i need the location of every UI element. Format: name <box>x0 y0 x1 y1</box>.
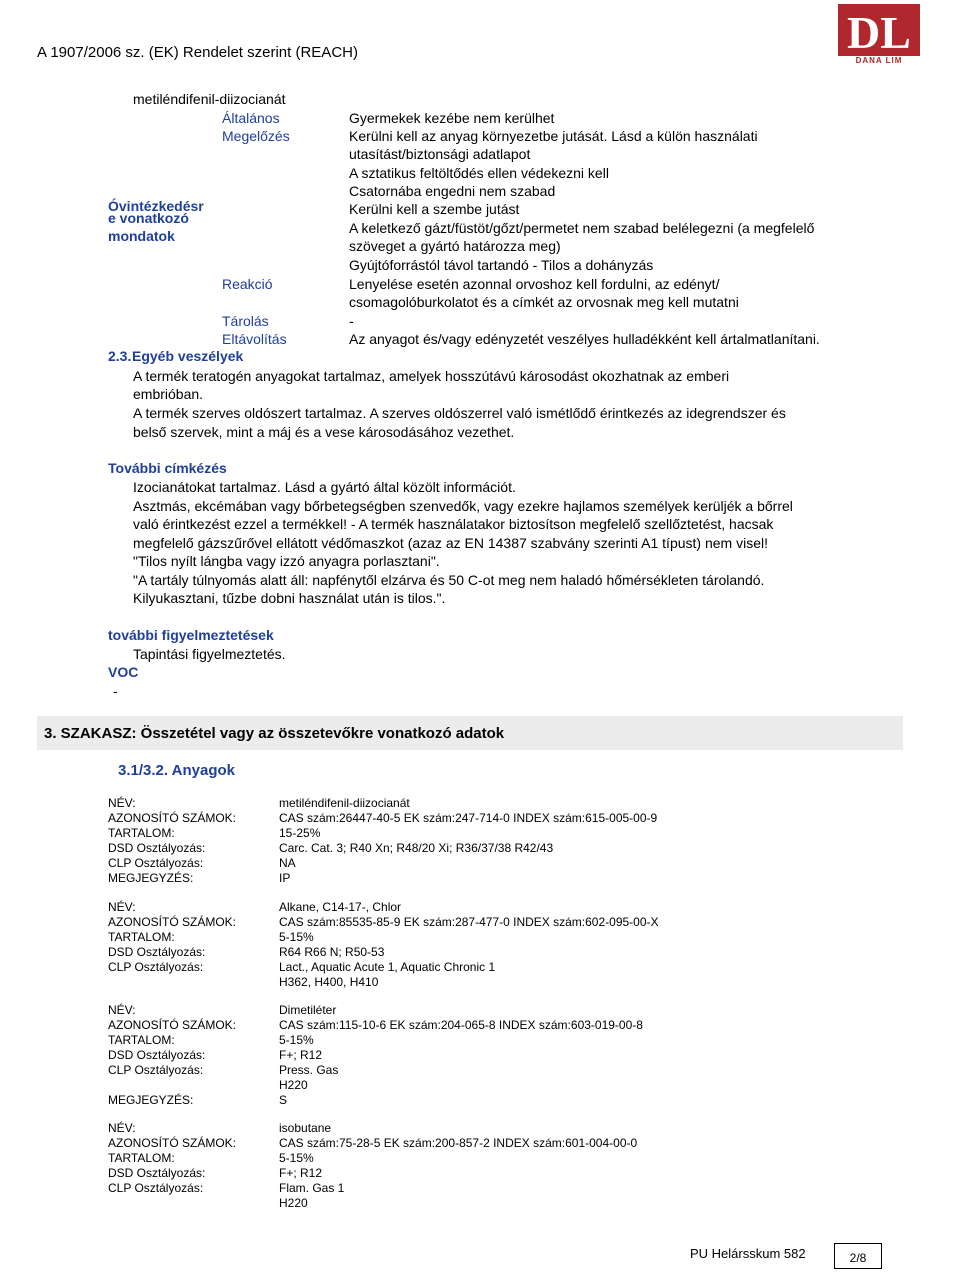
prevention-line: utasítást/biztonsági adatlapot <box>349 146 531 162</box>
reaction-line: csomagolóburkolatot és a címkét az orvosnak meg kell mutatni <box>349 294 739 310</box>
component-value: CAS szám:85535-85-9 EK szám:287-477-0 INDEX szám:602-095-00-X <box>279 915 659 929</box>
component-value: Flam. Gas 1 <box>279 1181 345 1195</box>
component-value: metiléndifenil-diizocianát <box>279 796 410 810</box>
precaution-group-label-2: e vonatkozó <box>108 210 189 226</box>
precaution-group-label-1: Óvintézkedésr <box>108 198 204 214</box>
component-value: Alkane, C14-17-, Chlor <box>279 900 402 914</box>
extra-labelling-line: Kilyukasztani, tűzbe dobni használat után is tilos.". <box>133 590 446 606</box>
extra-labelling-line: való érintkezést ezzel a termékkel! - A termék használatakor biztosítson megfelelő szellőztetést, hacsak <box>133 516 774 532</box>
general-text: Gyermekek kezébe nem kerülhet <box>349 110 555 126</box>
extra-labelling-line: Asztmás, ekcémában vagy bőrbetegségben szenvedők, vagy ezekre hajlamos személyek kerüljék a bőrrel <box>133 498 793 514</box>
component-value: Carc. Cat. 3; R40 Xn; R48/20 Xi; R36/37/38 R42/43 <box>279 841 554 855</box>
voc-text: - <box>113 683 118 699</box>
prevention-line: Kerülni kell az anyag környezetbe jutását. Lásd a külön használati <box>349 128 758 144</box>
prevention-line: A sztatikus feltöltődés ellen védekezni kell <box>349 165 609 181</box>
component-label: MEGJEGYZÉS: <box>108 871 194 885</box>
component-value: IP <box>279 871 291 885</box>
component-label: TARTALOM: <box>108 1151 175 1165</box>
logo-caption: DANA LIM <box>855 56 903 65</box>
component-label: NÉV: <box>108 1121 136 1135</box>
component-label: DSD Osztályozás: <box>108 945 206 959</box>
other-hazards-line: A termék szerves oldószert tartalmaz. A szerves oldószerrel való ismétlődő érintkezés az idegrendszer és <box>133 405 786 421</box>
prevention-line: A keletkező gázt/füstöt/gőzt/permetet nem szabad belélegezni (a megfelelő <box>349 220 815 236</box>
component-label: TARTALOM: <box>108 1033 175 1047</box>
component-value: 15-25% <box>279 826 321 840</box>
component-value: 5-15% <box>279 930 314 944</box>
other-hazards-line: belső szervek, mint a máj és a vese károsodásához vezethet. <box>133 424 515 440</box>
other-hazards-number: 2.3. <box>108 348 132 364</box>
component-value: H362, H400, H410 <box>279 975 379 989</box>
prevention-line: Kerülni kell a szembe jutást <box>349 201 520 217</box>
component-label: NÉV: <box>108 796 136 810</box>
reaction-line: Lenyelése esetén azonnal orvoshoz kell fordulni, az edényt/ <box>349 276 720 292</box>
reaction-label: Reakció <box>222 276 273 292</box>
component-label: DSD Osztályozás: <box>108 1166 206 1180</box>
disposal-text: Az anyagot és/vagy edényzetét veszélyes hulladékként kell ártalmatlanítani. <box>349 331 820 347</box>
component-label: NÉV: <box>108 900 136 914</box>
component-label: CLP Osztályozás: <box>108 856 204 870</box>
component-value: F+; R12 <box>279 1166 323 1180</box>
further-warnings-text: Tapintási figyelmeztetés. <box>133 646 286 662</box>
component-value: 5-15% <box>279 1033 314 1047</box>
component-value: H220 <box>279 1196 308 1210</box>
component-label: AZONOSÍTÓ SZÁMOK: <box>108 1018 237 1032</box>
component-value: NA <box>279 856 296 870</box>
extra-labelling-line: megfelelő gázszűrővel ellátott védőmaszkot (azaz az EN 14387 szabvány szerinti A1 típust) nem visel! <box>133 535 768 551</box>
component-label: NÉV: <box>108 1003 136 1017</box>
component-value: Dimetiléter <box>279 1003 337 1017</box>
voc-title: VOC <box>108 664 139 680</box>
document-header-title: A 1907/2006 sz. (EK) Rendelet szerint (REACH) <box>37 44 358 61</box>
component-label: CLP Osztályozás: <box>108 960 204 974</box>
further-warnings-title: további figyelmeztetések <box>108 627 274 643</box>
component-label: AZONOSÍTÓ SZÁMOK: <box>108 915 237 929</box>
prevention-label: Megelőzés <box>222 128 290 144</box>
component-value: Lact., Aquatic Acute 1, Aquatic Chronic 1 <box>279 960 496 974</box>
prevention-line: szöveget a gyártó határozza meg) <box>349 238 561 254</box>
component-value: R64 R66 N; R50-53 <box>279 945 385 959</box>
other-hazards-line: embrióban. <box>133 386 204 402</box>
component-label: TARTALOM: <box>108 826 175 840</box>
component-label: DSD Osztályozás: <box>108 1048 206 1062</box>
logo-letters: DL <box>847 7 911 58</box>
other-hazards-title: Egyéb veszélyek <box>132 348 244 364</box>
extra-labelling-title: További címkézés <box>108 460 227 476</box>
component-value: Press. Gas <box>279 1063 339 1077</box>
component-value: S <box>279 1093 288 1107</box>
disposal-label: Eltávolítás <box>222 331 287 347</box>
other-hazards-line: A termék teratogén anyagokat tartalmaz, amelyek hosszútávú károsodást okozhatnak az emberi <box>133 368 730 384</box>
component-label: CLP Osztályozás: <box>108 1063 204 1077</box>
section-3-subtitle: 3.1/3.2. Anyagok <box>118 762 235 779</box>
section-3-title: 3. SZAKASZ: Összetétel vagy az összetevőkre vonatkozó adatok <box>44 725 505 742</box>
component-label: CLP Osztályozás: <box>108 1181 204 1195</box>
component-label: MEGJEGYZÉS: <box>108 1093 194 1107</box>
extra-labelling-line: "A tartály túlnyomás alatt áll: napfénytől elzárva és 50 C-ot meg nem haladó hőmérsékleten tárolandó. <box>133 572 765 588</box>
component-value: CAS szám:115-10-6 EK szám:204-065-8 INDEX szám:603-019-00-8 <box>279 1018 643 1032</box>
prevention-line: Csatornába engedni nem szabad <box>349 183 556 199</box>
component-label: AZONOSÍTÓ SZÁMOK: <box>108 1136 237 1150</box>
page-number: 2/8 <box>834 1243 882 1269</box>
component-label: AZONOSÍTÓ SZÁMOK: <box>108 811 237 825</box>
storage-text: - <box>349 313 354 329</box>
component-label: TARTALOM: <box>108 930 175 944</box>
general-label: Általános <box>222 110 280 126</box>
component-value: isobutane <box>279 1121 332 1135</box>
extra-labelling-line: Izocianátokat tartalmaz. Lásd a gyártó által közölt információt. <box>133 479 516 495</box>
component-value: H220 <box>279 1078 308 1092</box>
precaution-group-label-3: mondatok <box>108 228 175 244</box>
footer-product-name: PU Helársskum 582 <box>690 1246 806 1261</box>
component-value: CAS szám:26447-40-5 EK szám:247-714-0 INDEX szám:615-005-00-9 <box>279 811 658 825</box>
component-label: DSD Osztályozás: <box>108 841 206 855</box>
component-value: CAS szám:75-28-5 EK szám:200-857-2 INDEX szám:601-004-00-0 <box>279 1136 638 1150</box>
substance-name: metiléndifenil-diizocianát <box>133 91 286 107</box>
storage-label: Tárolás <box>222 313 269 329</box>
prevention-line: Gyújtóforrástól távol tartandó - Tilos a dohányzás <box>349 257 654 273</box>
component-value: F+; R12 <box>279 1048 323 1062</box>
extra-labelling-line: "Tilos nyílt lángba vagy izzó anyagra porlasztani". <box>133 553 440 569</box>
component-value: 5-15% <box>279 1151 314 1165</box>
